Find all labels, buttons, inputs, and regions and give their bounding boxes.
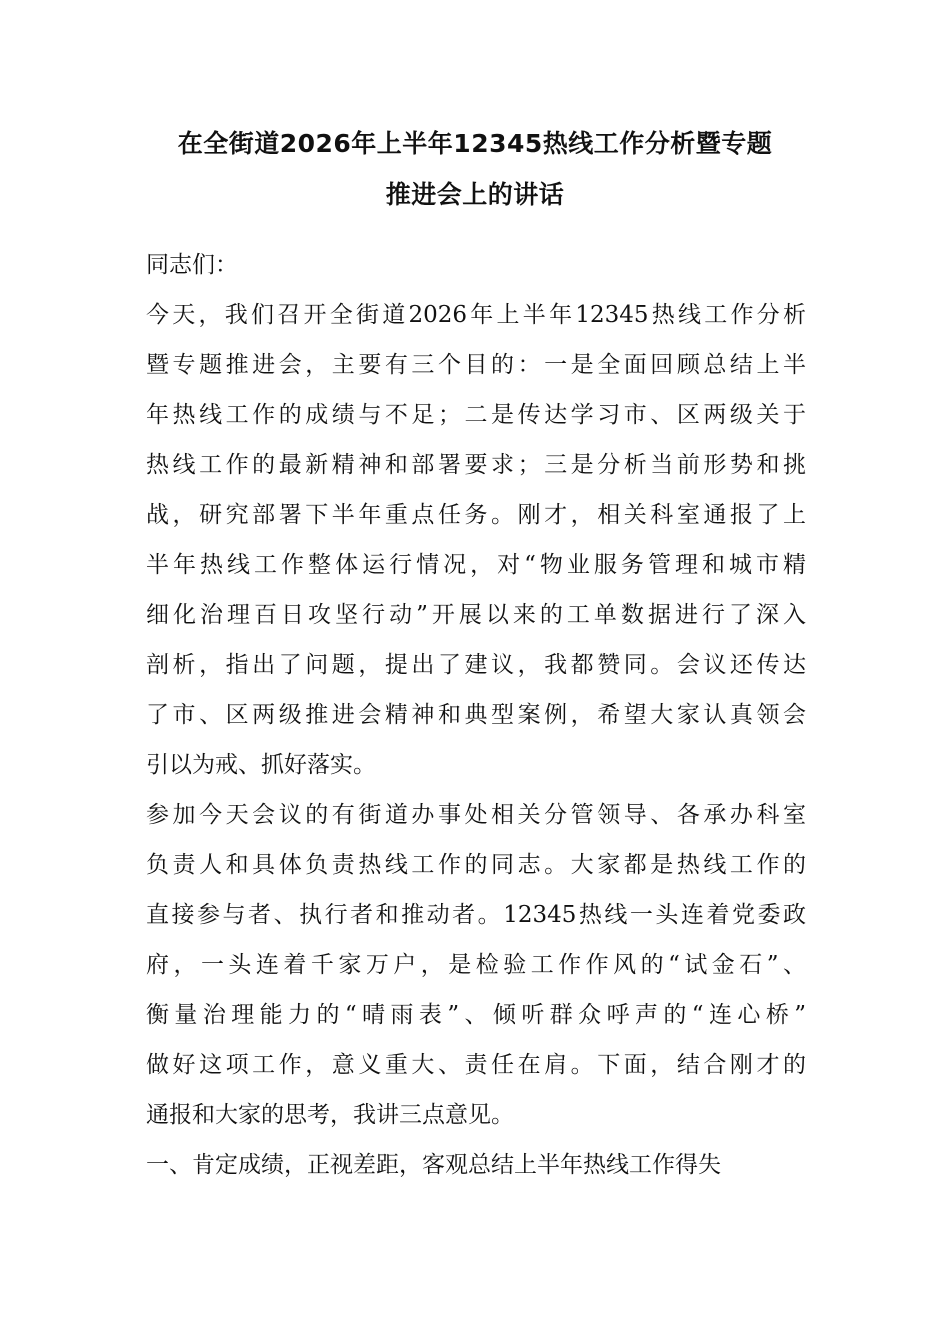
salutation [146, 240, 806, 290]
paragraph-line: 府，一头连着千家万户，是检验工作作风的“试金石”、 [146, 952, 806, 978]
document-body [146, 240, 806, 1190]
document-title [130, 118, 820, 220]
salutation-text: 同志们： [146, 252, 238, 278]
paragraph-line: 引以为戒、抓好落实。 [146, 752, 376, 778]
title-line-1: 在全街道2026年上半年12345热线工作分析暨专题 [177, 129, 773, 158]
paragraph-line: 通报和大家的思考，我讲三点意见。 [146, 1102, 514, 1128]
paragraph-line: 暨专题推进会，主要有三个目的：一是全面回顾总结上半 [146, 352, 806, 378]
title-line-2: 推进会上的讲话 [385, 180, 565, 209]
paragraph-line: 年热线工作的成绩与不足；二是传达学习市、区两级关于 [146, 402, 806, 428]
paragraph-line: 直接参与者、执行者和推动者。12345热线一头连着党委政 [146, 902, 806, 928]
paragraph-line: 今天，我们召开全街道2026年上半年12345热线工作分析 [146, 302, 806, 328]
paragraph-line: 半年热线工作整体运行情况，对“物业服务管理和城市精 [146, 552, 806, 578]
paragraph-line: 衡量治理能力的“晴雨表”、倾听群众呼声的“连心桥” [146, 1002, 806, 1028]
paragraph-line: 战，研究部署下半年重点任务。刚才，相关科室通报了上 [146, 502, 806, 528]
paragraph-participants [146, 790, 806, 1140]
paragraph-opening [146, 290, 806, 790]
paragraph-line: 剖析，指出了问题，提出了建议，我都赞同。会议还传达 [146, 652, 806, 678]
section-heading [146, 1140, 806, 1190]
paragraph-line: 了市、区两级推进会精神和典型案例，希望大家认真领会 [146, 702, 806, 728]
paragraph-line: 做好这项工作，意义重大、责任在肩。下面，结合刚才的 [146, 1052, 806, 1078]
paragraph-line: 热线工作的最新精神和部署要求；三是分析当前形势和挑 [146, 452, 806, 478]
paragraph-line: 负责人和具体负责热线工作的同志。大家都是热线工作的 [146, 852, 806, 878]
paragraph-line: 参加今天会议的有街道办事处相关分管领导、各承办科室 [146, 802, 806, 828]
section-heading-text: 一、肯定成绩，正视差距，客观总结上半年热线工作得失 [146, 1152, 721, 1178]
paragraph-line: 细化治理百日攻坚行动”开展以来的工单数据进行了深入 [146, 602, 806, 628]
